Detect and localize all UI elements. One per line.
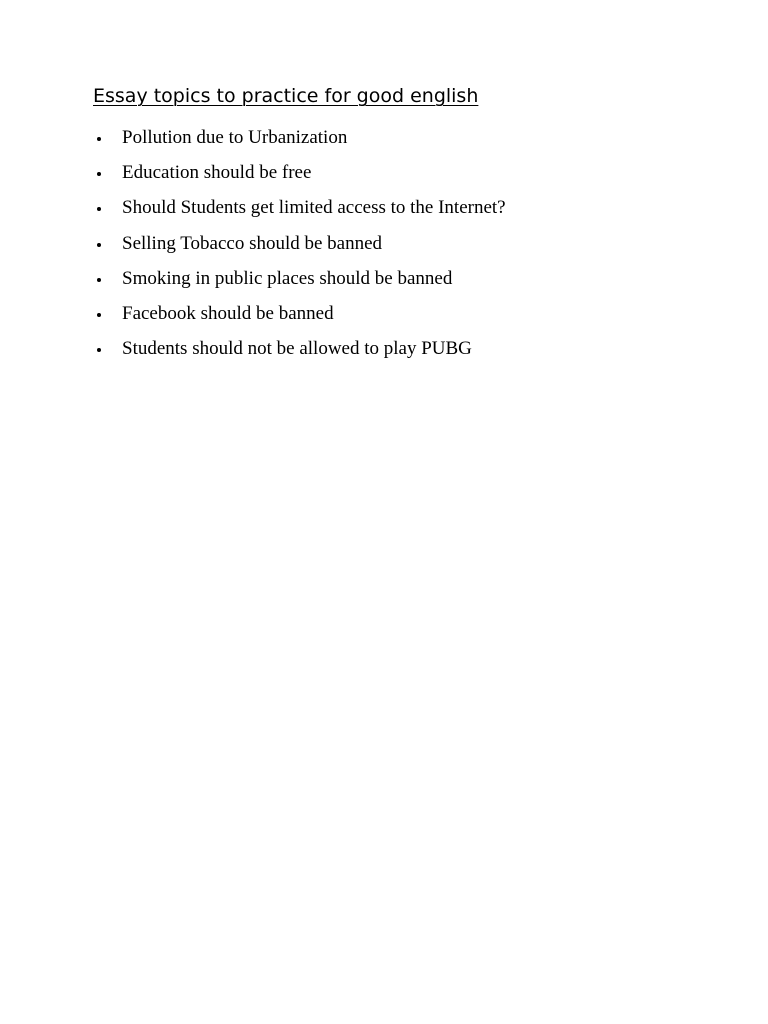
bullet-dot-icon <box>97 207 101 211</box>
topic-text: Pollution due to Urbanization <box>122 127 348 148</box>
topic-list <box>93 125 506 371</box>
topic-text: Smoking in public places should be banned <box>122 267 453 289</box>
topic-text: Selling Tobacco should be banned <box>122 232 383 254</box>
list-item <box>93 231 506 266</box>
bullet-dot-icon <box>97 348 101 352</box>
topic-text: Education should be free <box>122 162 312 184</box>
document-title: Essay topics to practice for good english <box>93 85 479 107</box>
list-item <box>93 195 506 230</box>
list-item <box>93 266 506 301</box>
list-item <box>93 301 506 336</box>
bullet-dot-icon <box>97 137 101 141</box>
list-item <box>93 160 506 195</box>
topic-text: Students should not be allowed to play PUBG <box>122 338 472 360</box>
bullet-dot-icon <box>97 278 101 282</box>
bullet-dot-icon <box>97 313 101 317</box>
list-item <box>93 336 506 371</box>
bullet-dot-icon <box>97 172 101 176</box>
bullet-dot-icon <box>97 243 101 247</box>
topic-text: Facebook should be banned <box>122 302 334 324</box>
list-item <box>93 125 506 160</box>
topic-text: Should Students get limited access to the Internet? <box>122 197 506 219</box>
